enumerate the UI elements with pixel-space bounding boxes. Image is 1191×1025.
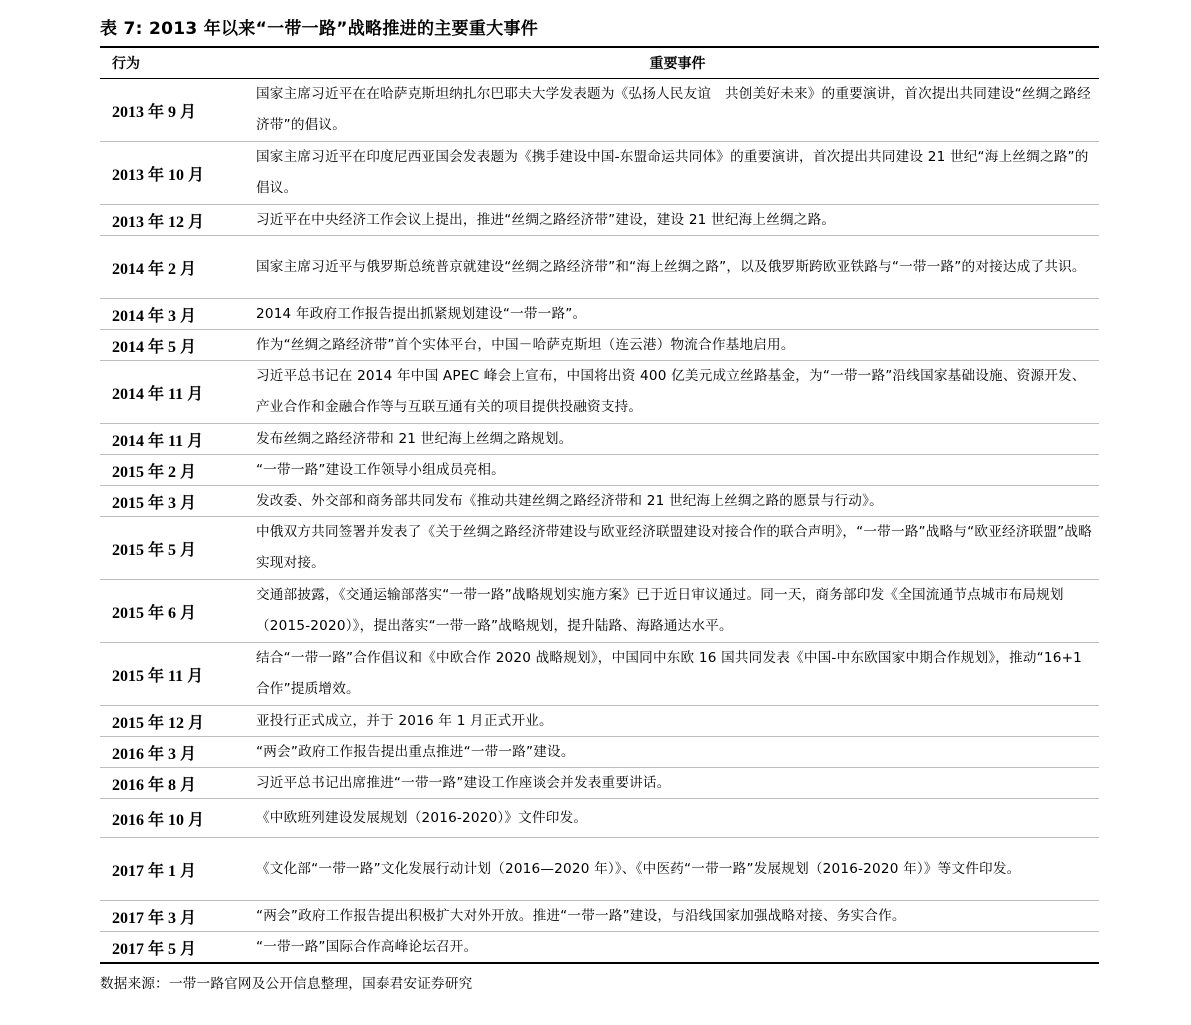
- event-description: [256, 737, 1099, 768]
- event-text: 习近平总书记出席推进“一带一路”建设工作座谈会并发表重要讲话。: [256, 775, 671, 791]
- event-text: “两会”政府工作报告提出积极扩大对外开放。推进“一带一路”建设，与沿线国家加强战略对接、务实合作。: [256, 908, 906, 924]
- event-text: 国家主席习近平在印度尼西亚国会发表题为《携手建设中国-东盟命运共同体》的重要演讲，首次提出共同建设 21 世纪“海上丝绸之路”的倡议。: [256, 149, 1089, 196]
- event-text: 发改委、外交部和商务部共同发布《推动共建丝绸之路经济带和 21 世纪海上丝绸之路的愿景与行动》。: [256, 493, 883, 509]
- event-date: 2014 年 11 月: [100, 361, 256, 424]
- event-date: 2015 年 3 月: [100, 486, 256, 517]
- table-row: [100, 455, 1099, 486]
- event-description: [256, 361, 1099, 424]
- table-row: [100, 706, 1099, 737]
- event-date: 2015 年 11 月: [100, 643, 256, 706]
- event-text: 国家主席习近平与俄罗斯总统普京就建设“丝绸之路经济带”和“海上丝绸之路”，以及俄罗斯跨欧亚铁路与“一带一路”的对接达成了共识。: [256, 258, 1086, 275]
- event-text: 《文化部“一带一路”文化发展行动计划（2016—2020 年）》、《中医药“一带一路”发展规划（2016-2020 年）》等文件印发。: [256, 860, 1021, 877]
- event-text: 亚投行正式成立，并于 2016 年 1 月正式开业。: [256, 713, 553, 729]
- table-row: [100, 79, 1099, 142]
- event-date: 2015 年 12 月: [100, 706, 256, 737]
- table-row: [100, 142, 1099, 205]
- event-date: 2014 年 5 月: [100, 330, 256, 361]
- event-date: 2015 年 6 月: [100, 580, 256, 643]
- event-description: [256, 768, 1099, 799]
- table-row: [100, 361, 1099, 424]
- data-source-note: 数据来源：一带一路官网及公开信息整理，国泰君安证券研究: [100, 976, 473, 992]
- event-date: 2013 年 9 月: [100, 79, 256, 142]
- header-events: 重要事件: [256, 47, 1099, 79]
- event-date: 2016 年 8 月: [100, 768, 256, 799]
- event-text: 习近平总书记在 2014 年中国 APEC 峰会上宣布，中国将出资 400 亿美元成立丝路基金，为“一带一路”沿线国家基础设施、资源开发、产业合作和金融合作等与互联互通有关的项目提供投融资支持。: [256, 368, 1086, 415]
- event-description: [256, 236, 1099, 299]
- header-period: 行为: [100, 47, 256, 79]
- table-row: [100, 299, 1099, 330]
- event-date: 2014 年 3 月: [100, 299, 256, 330]
- event-description: [256, 455, 1099, 486]
- event-text: 《中欧班列建设发展规划（2016-2020）》文件印发。: [256, 809, 588, 826]
- event-text: 结合“一带一路”合作倡议和《中欧合作 2020 战略规划》，中国同中东欧 16 国共同发表《中国-中东欧国家中期合作规划》，推动“16+1 合作”提质增效。: [256, 650, 1083, 697]
- event-description: [256, 580, 1099, 643]
- event-text: 国家主席习近平在在哈萨克斯坦纳扎尔巴耶夫大学发表题为《弘扬人民友谊 共创美好未来》的重要演讲，首次提出共同建设“丝绸之路经济带”的倡议。: [256, 86, 1091, 133]
- event-date: 2016 年 10 月: [100, 799, 256, 838]
- event-text: 习近平在中央经济工作会议上提出，推进“丝绸之路经济带”建设，建设 21 世纪海上丝绸之路。: [256, 212, 836, 228]
- events-table: [100, 46, 1099, 964]
- event-date: 2015 年 2 月: [100, 455, 256, 486]
- event-date: 2017 年 1 月: [100, 838, 256, 901]
- event-description: [256, 486, 1099, 517]
- event-text: “一带一路”国际合作高峰论坛召开。: [256, 939, 478, 955]
- event-text: “两会”政府工作报告提出重点推进“一带一路”建设。: [256, 744, 575, 760]
- event-date: 2013 年 12 月: [100, 205, 256, 236]
- event-description: [256, 299, 1099, 330]
- event-text: 作为“丝绸之路经济带”首个实体平台，中国－哈萨克斯坦（连云港）物流合作基地启用。: [256, 337, 795, 353]
- table-row: [100, 236, 1099, 299]
- event-date: 2017 年 5 月: [112, 940, 197, 958]
- event-description: [256, 142, 1099, 205]
- table-title: 表 7: 2013 年以来“一带一路”战略推进的主要重大事件: [100, 19, 539, 39]
- event-description: [256, 799, 1099, 838]
- event-description: [256, 79, 1099, 142]
- event-description: [256, 205, 1099, 236]
- event-text: 中俄双方共同签署并发表了《关于丝绸之路经济带建设与欧亚经济联盟建设对接合作的联合声明》，“一带一路”战略与“欧亚经济联盟”战略实现对接。: [256, 524, 1092, 571]
- event-text: “一带一路”建设工作领导小组成员亮相。: [256, 462, 505, 478]
- event-description: [256, 706, 1099, 737]
- table-row: [100, 643, 1099, 706]
- table-header-row: [100, 47, 1099, 79]
- event-description: [256, 932, 1099, 964]
- event-date: 2016 年 3 月: [100, 737, 256, 768]
- table-row: [100, 768, 1099, 799]
- event-date: 2015 年 5 月: [100, 517, 256, 580]
- event-date: 2014 年 11 月: [100, 424, 256, 455]
- table-row: [100, 486, 1099, 517]
- table-row: [100, 901, 1099, 932]
- event-description: [256, 424, 1099, 455]
- table-row: [100, 424, 1099, 455]
- table-row: [100, 330, 1099, 361]
- table-row: [100, 580, 1099, 643]
- event-description: [256, 901, 1099, 932]
- table-row: [100, 517, 1099, 580]
- table-row: [100, 205, 1099, 236]
- event-text: 2014 年政府工作报告提出抓紧规划建设“一带一路”。: [256, 306, 587, 322]
- document-page: [100, 14, 1099, 992]
- event-date: 2013 年 10 月: [100, 142, 256, 205]
- event-text: 交通部披露，《交通运输部落实“一带一路”战略规划实施方案》已于近日审议通过。同一天，商务部印发《全国流通节点城市布局规划（2015-2020）》，提出落实“一带一路”战略规划，提升陆路、海路通达水平。: [256, 587, 1064, 634]
- table-row: [100, 799, 1099, 838]
- event-date: 2017 年 3 月: [100, 901, 256, 932]
- event-date: 2014 年 2 月: [100, 236, 256, 299]
- table-row: [100, 932, 1099, 964]
- event-description: [256, 838, 1099, 901]
- table-row: [100, 838, 1099, 901]
- event-description: [256, 643, 1099, 706]
- event-description: [256, 517, 1099, 580]
- table-row: [100, 737, 1099, 768]
- event-text: 发布丝绸之路经济带和 21 世纪海上丝绸之路规划。: [256, 431, 573, 447]
- event-description: [256, 330, 1099, 361]
